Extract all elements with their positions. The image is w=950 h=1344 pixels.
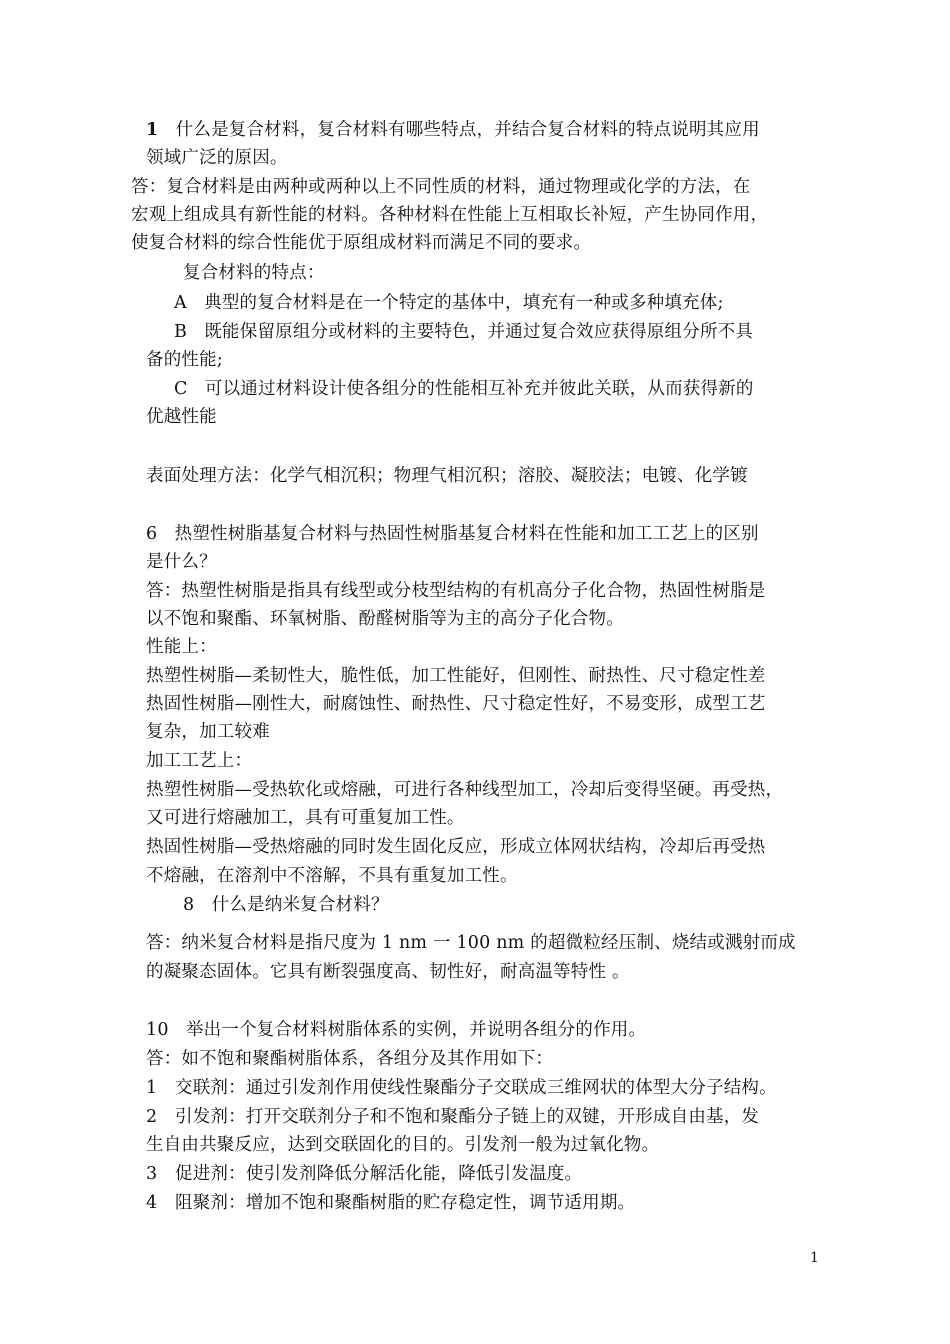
q1-answer-line: 宏观上组成具有新性能的材料。各种材料在性能上互相取长补短，产生协同作用， <box>131 205 769 225</box>
q10-number: 10 <box>146 1020 169 1040</box>
feature-letter: C <box>174 379 188 399</box>
q1-answer-line: 答：复合材料是由两种或两种以上不同性质的材料，通过物理或化学的方法，在 <box>131 177 751 197</box>
q10-item-line: 3 促进剂：使引发剂降低分解活化能，降低引发温度。 <box>146 1164 583 1184</box>
q6-question-text: 热塑性树脂基复合材料与热固性树脂基复合材料在性能和加工工艺上的区别 <box>174 524 759 544</box>
q6-perf-line: 复杂，加工较难 <box>146 722 270 742</box>
q6-perf-title: 性能上： <box>146 637 217 657</box>
q1-features-title: 复合材料的特点： <box>183 263 325 283</box>
page-number: 1 <box>810 1250 819 1266</box>
q8-question-line <box>183 891 389 919</box>
feature-letter: B <box>174 322 188 342</box>
q8-answer-line: 答：纳米复合材料是指尺度为 1 nm 一 100 nm 的超微粒经压制、烧结或溅射而成 <box>146 933 796 953</box>
q10-item-line: 2 引发剂：打开交联剂分子和不饱和聚酯分子链上的双键，开形成自由基，发 <box>146 1107 760 1127</box>
feature-letter: A <box>174 293 187 313</box>
q6-question-line2: 是什么？ <box>146 552 217 572</box>
feature-text: 既能保留原组分或材料的主要特色，并通过复合效应获得原组分所不具 <box>204 322 754 342</box>
q6-proc-title: 加工工艺上： <box>146 751 253 771</box>
q10-question-text: 举出一个复合材料树脂体系的实例，并说明各组分的作用。 <box>185 1020 647 1040</box>
q6-answer-line: 答：热塑性树脂是指具有线型或分枝型结构的有机高分子化合物，热固性树脂是 <box>146 581 766 601</box>
q8-answer-line: 的凝聚态固体。它具有断裂强度高、韧性好，耐高温等特性 。 <box>146 962 630 982</box>
q10-item-line: 生自由共聚反应，达到交联固化的目的。引发剂一般为过氧化物。 <box>146 1135 660 1155</box>
q1-answer-line: 使复合材料的综合性能优于原组成材料而满足不同的要求。 <box>131 233 592 253</box>
q10-question-line <box>146 1016 646 1044</box>
feature-text: 典型的复合材料是在一个特定的基体中，填充有一种或多种填充体; <box>204 293 724 313</box>
q6-answer-line: 以不饱和聚酯、环氧树脂、酚醛树脂等为主的高分子化合物。 <box>146 609 624 629</box>
q6-proc-line: 热固性树脂—受热熔融的同时发生固化反应，形成立体网状结构，冷却后再受热 <box>146 837 766 857</box>
feature-text: 可以通过材料设计使各组分的性能相互补充并彼此关联，从而获得新的 <box>204 379 754 399</box>
q1-question-line1 <box>146 116 760 144</box>
feature-b-line2: 备的性能; <box>146 350 223 370</box>
feature-c-line1 <box>174 375 754 403</box>
feature-a-line1 <box>174 289 724 317</box>
q10-item-line: 4 阻聚剂：增加不饱和聚酯树脂的贮存稳定性，调节适用期。 <box>146 1193 636 1213</box>
q8-number: 8 <box>183 895 195 915</box>
q6-number: 6 <box>146 524 158 544</box>
q8-question-text: 什么是纳米复合材料？ <box>211 895 389 915</box>
q1-number: 1 <box>146 120 159 140</box>
surface-treatment-line: 表面处理方法：化学气相沉积；物理气相沉积；溶胶、凝胶法；电镀、化学镀 <box>146 466 748 486</box>
q1-question-text: 什么是复合材料，复合材料有哪些特点，并结合复合材料的特点说明其应用 <box>175 120 760 140</box>
q6-proc-line: 热塑性树脂—受热软化或熔融，可进行各种线型加工，冷却后变得坚硬。再受热， <box>146 780 784 800</box>
q6-proc-line: 不熔融，在溶剂中不溶解，不具有重复加工性。 <box>146 866 518 886</box>
q6-perf-line: 热固性树脂—刚性大，耐腐蚀性、耐热性、尺寸稳定性好，不易变形，成型工艺 <box>146 694 766 714</box>
q10-answer-intro: 答：如不饱和聚酯树脂体系，各组分及其作用如下： <box>146 1049 554 1069</box>
q6-proc-line: 又可进行熔融加工，具有可重复加工性。 <box>146 808 465 828</box>
q6-perf-line: 热塑性树脂—柔韧性大，脆性低，加工性能好，但刚性、耐热性、尺寸稳定性差 <box>146 666 766 686</box>
feature-b-line1 <box>174 318 753 346</box>
feature-c-line2: 优越性能 <box>146 407 217 427</box>
q1-question-line2: 领域广泛的原因。 <box>146 148 288 168</box>
q10-item-line: 1 交联剂：通过引发剂作用使线性聚酯分子交联成三维网状的体型大分子结构。 <box>146 1078 777 1098</box>
q6-question-line1 <box>146 520 759 548</box>
